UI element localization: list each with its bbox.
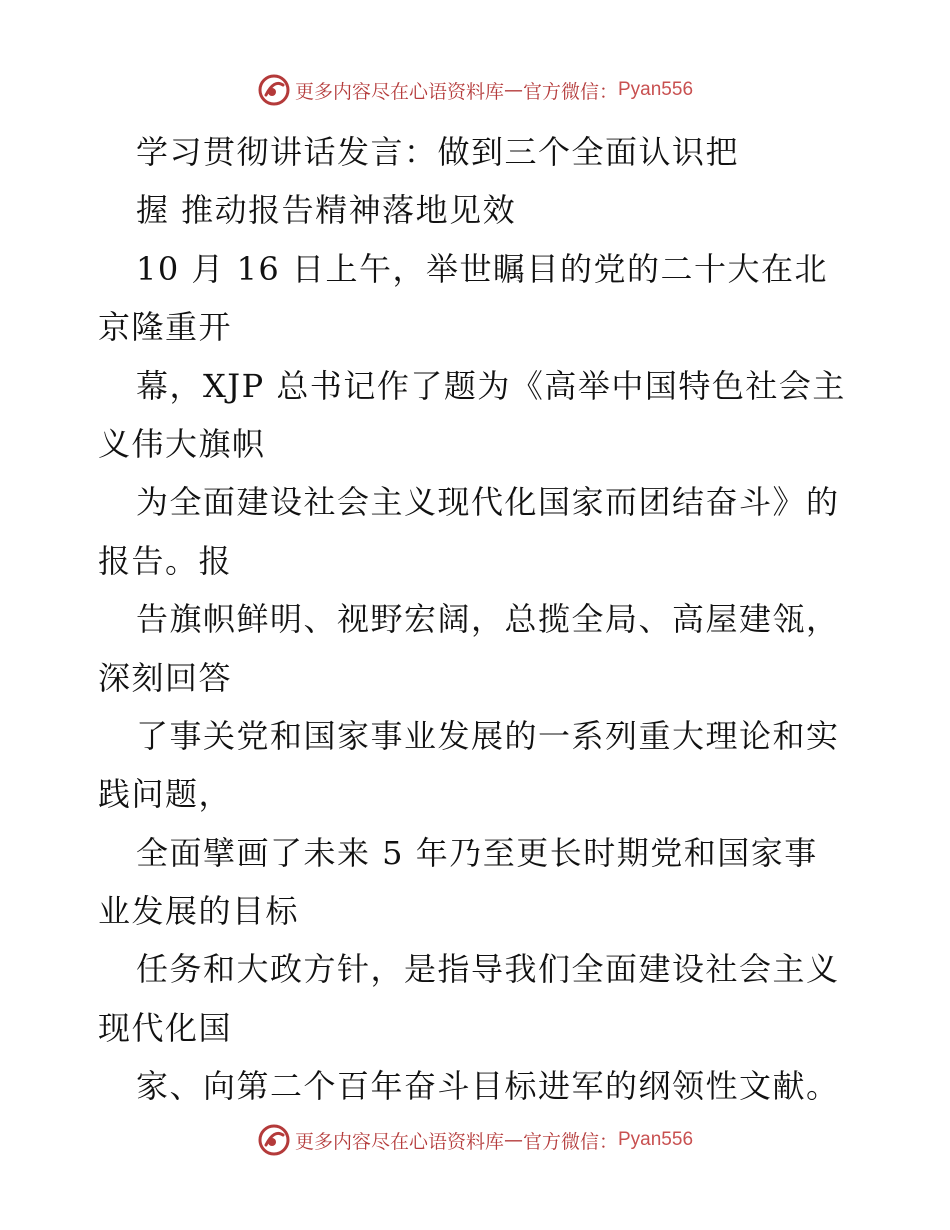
paragraph-line: 京隆重开 (98, 308, 233, 347)
paragraph-line: 现代化国 (98, 1008, 233, 1047)
paragraph-line: 10 月 16 日上午，举世瞩目的党的二十大在北 (136, 249, 828, 288)
paragraph-line: 家、向第二个百年奋斗目标进军的纲领性文献。 (136, 1067, 840, 1106)
document-title-line-2: 握 推动报告精神落地见效 (136, 191, 517, 230)
watermark-separator: — (503, 79, 523, 101)
watermark-brand: 更多内容尽在心语资料库 (294, 80, 504, 103)
paragraph-line: 报告。报 (98, 541, 233, 580)
watermark-separator: — (503, 1129, 523, 1151)
watermark-brand: 更多内容尽在心语资料库 (294, 1130, 504, 1153)
paragraph-line: 践问题， (98, 775, 233, 814)
paragraph-line: 全面擘画了未来 5 年乃至更长时期党和国家事 (136, 833, 818, 872)
header-watermark (0, 72, 950, 108)
watermark-wechat-id: Pyan556 (618, 79, 694, 100)
paragraph-line: 任务和大政方针，是指导我们全面建设社会主义 (136, 950, 840, 989)
paragraph-line: 告旗帜鲜明、视野宏阔，总揽全局、高屋建瓴， (136, 600, 840, 639)
watermark-wechat-label: 官方微信： (522, 80, 618, 103)
watermark-wechat-id: Pyan556 (618, 1129, 694, 1150)
document-body (98, 123, 858, 1116)
paragraph-line: 深刻回答 (98, 658, 233, 697)
paragraph-line: 业发展的目标 (98, 892, 300, 931)
watermark-wechat-label: 官方微信： (522, 1130, 618, 1153)
document-title-line-1: 学习贯彻讲话发言：做到三个全面认识把 (136, 133, 740, 171)
logo-seal-icon (257, 73, 291, 107)
logo-seal-icon (257, 1123, 291, 1157)
footer-watermark (0, 1122, 950, 1158)
paragraph-line: 义伟大旗帜 (98, 424, 266, 463)
paragraph-line: 为全面建设社会主义现代化国家而团结奋斗》的 (136, 483, 840, 522)
paragraph-line: 幕，XJP 总书记作了题为《高举中国特色社会主 (136, 366, 846, 405)
paragraph-line: 了事关党和国家事业发展的一系列重大理论和实 (136, 716, 840, 755)
